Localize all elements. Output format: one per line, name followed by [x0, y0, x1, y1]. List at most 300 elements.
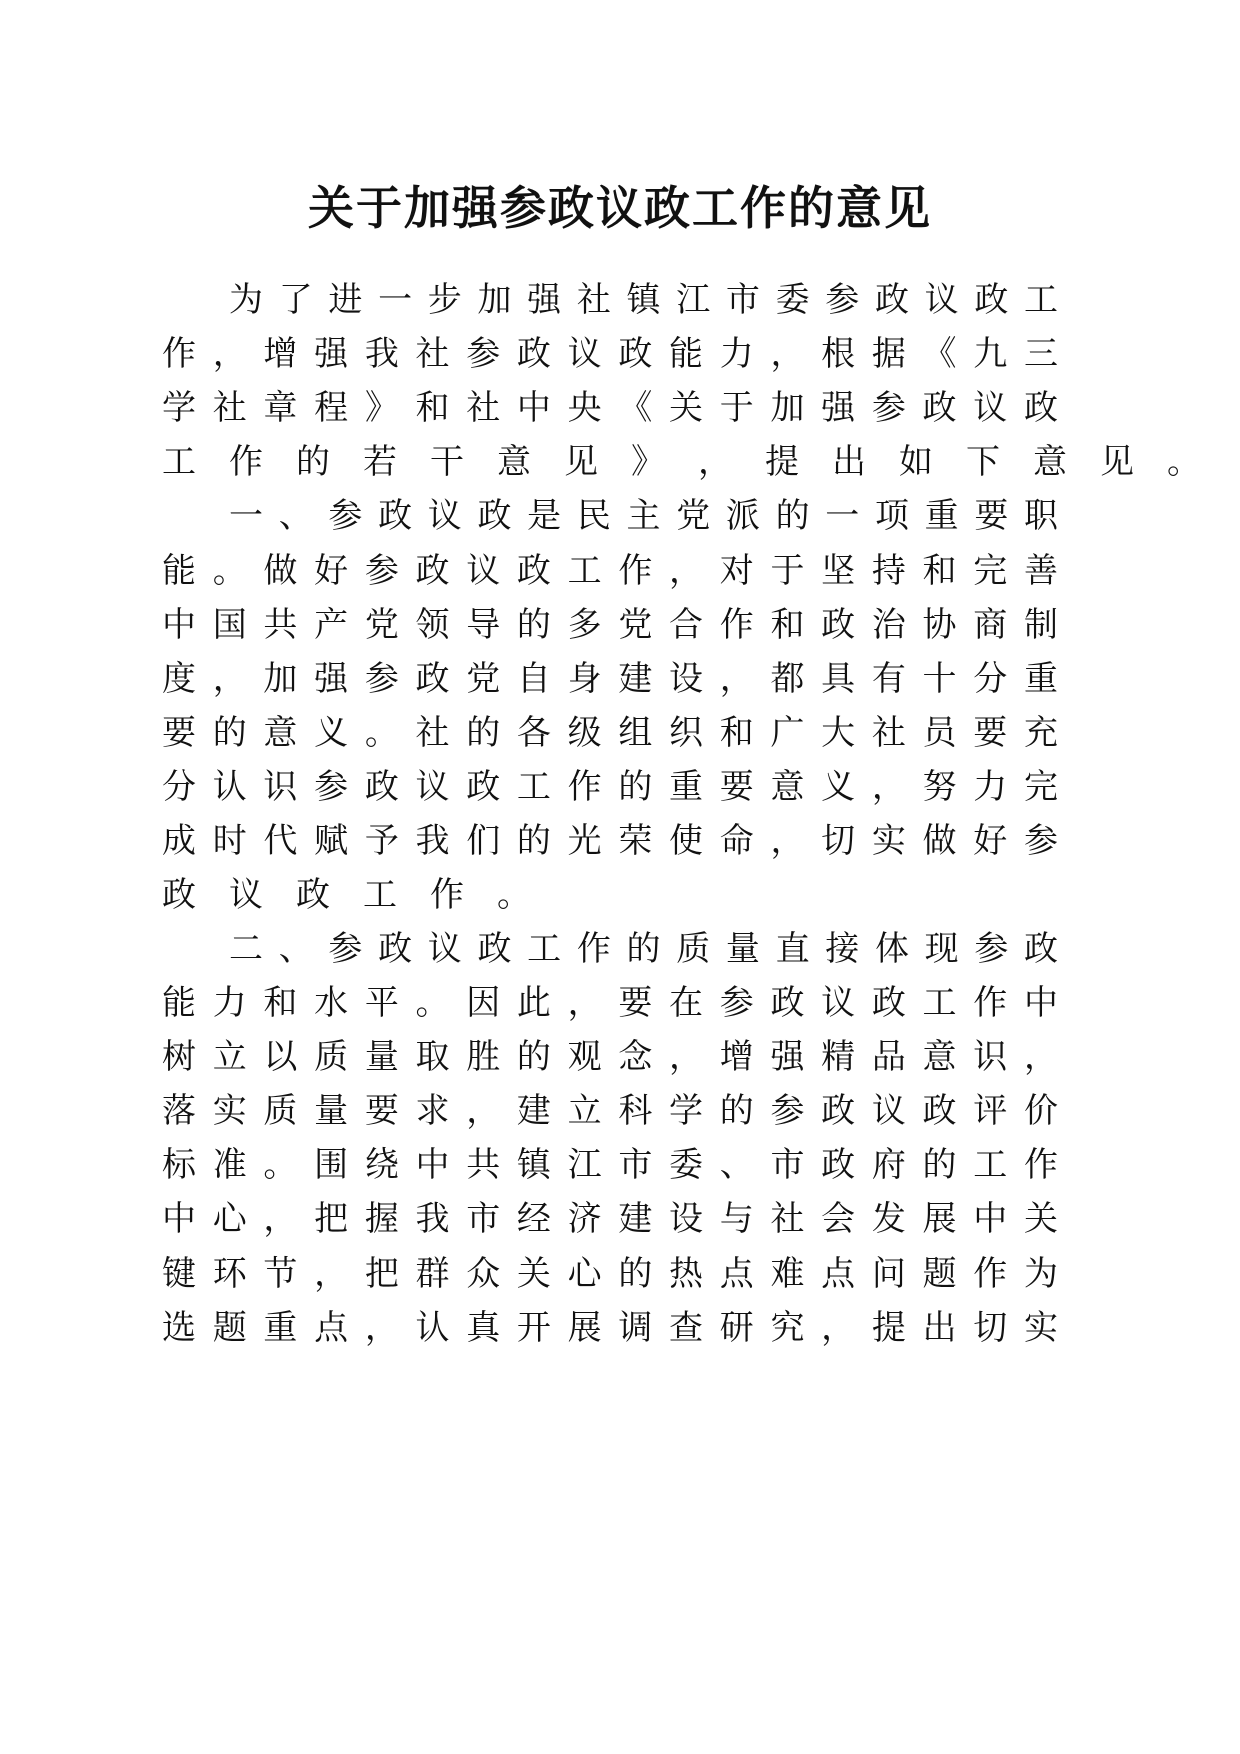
line-char: 社	[415, 713, 450, 753]
line-char: 政	[871, 983, 906, 1023]
line-char: 政	[364, 767, 399, 807]
line-char: 查	[669, 1308, 704, 1348]
line-char: 市	[770, 1145, 805, 1185]
line-char: 镇	[516, 1145, 551, 1185]
line-char: 强	[821, 388, 856, 428]
line-char: 我	[415, 821, 450, 861]
line-char: 力	[719, 334, 754, 374]
line-char: 各	[516, 713, 551, 753]
line-char: 认	[415, 1308, 450, 1348]
line-char: 难	[770, 1254, 805, 1294]
line-char: 据	[871, 334, 906, 374]
line-char: 济	[567, 1199, 602, 1239]
line-char: 质	[314, 1037, 349, 1077]
line-char: 完	[1023, 767, 1058, 807]
line-char: 的	[296, 442, 330, 482]
line-char: ，	[770, 334, 805, 374]
line-char: 政	[770, 983, 805, 1023]
line-char: 要	[618, 983, 653, 1023]
line-char: 持	[871, 551, 906, 591]
line-char: 好	[314, 551, 349, 591]
line-char: 量	[314, 1091, 349, 1131]
line-char: 会	[821, 1199, 856, 1239]
paragraph-line	[162, 811, 1058, 871]
line-char: 力	[212, 983, 247, 1023]
line-char: 对	[719, 551, 754, 591]
line-char: 导	[466, 605, 501, 645]
line-char: 能	[669, 334, 704, 374]
line-char: 充	[1023, 713, 1058, 753]
line-char: 成	[162, 821, 196, 861]
line-char: 观	[567, 1037, 602, 1077]
line-char: 民	[576, 496, 611, 536]
line-char: 和	[922, 551, 957, 591]
paragraph-line	[229, 270, 1058, 330]
line-char: 下	[966, 442, 1000, 482]
paragraph-line	[162, 973, 1058, 1033]
paragraph-line	[162, 378, 1058, 438]
line-char: 若	[363, 442, 397, 482]
line-char: 切	[821, 821, 856, 861]
line-char: 以	[263, 1037, 298, 1077]
line-char: 政	[477, 929, 512, 969]
line-char: 中	[415, 1145, 450, 1185]
line-char: 意	[263, 713, 298, 753]
line-char: 政	[821, 1091, 856, 1131]
paragraph-line	[162, 595, 1058, 655]
line-char: ，	[1023, 1037, 1058, 1077]
line-char: 央	[567, 388, 602, 428]
line-char: 强	[314, 659, 349, 699]
line-char: 工	[162, 442, 196, 482]
line-char: 作	[973, 1254, 1008, 1294]
line-char: 体	[874, 929, 909, 969]
paragraph-line	[162, 324, 1058, 384]
line-char: 参	[719, 983, 754, 1023]
line-char: 议	[427, 496, 462, 536]
line-char: ，	[212, 334, 247, 374]
line-char: 题	[212, 1308, 247, 1348]
line-char: 政	[922, 1091, 957, 1131]
line-char: 社	[576, 280, 611, 320]
line-char: 问	[871, 1254, 906, 1294]
line-char: 重	[1023, 659, 1058, 699]
line-char: 提	[765, 442, 799, 482]
line-char: 立	[212, 1037, 247, 1077]
line-char: 加	[263, 659, 298, 699]
line-char: 政	[415, 551, 450, 591]
line-char: 、	[719, 1145, 754, 1185]
line-char: 为	[1023, 1254, 1058, 1294]
line-char: 委	[669, 1145, 704, 1185]
line-char: 。	[263, 1145, 298, 1185]
line-char: 多	[567, 605, 602, 645]
line-char: 的	[618, 1254, 653, 1294]
line-char: 议	[427, 929, 462, 969]
line-char: 完	[973, 551, 1008, 591]
line-char: 胜	[466, 1037, 501, 1077]
line-char: 真	[466, 1308, 501, 1348]
line-char: 参	[364, 659, 399, 699]
line-char: 政	[466, 767, 501, 807]
line-char: 节	[263, 1254, 298, 1294]
line-char: 工	[1024, 280, 1058, 320]
line-char: 议	[924, 280, 959, 320]
line-char: 树	[162, 1037, 196, 1077]
line-char: 的	[466, 713, 501, 753]
line-char: 实	[1023, 1308, 1058, 1348]
line-char: 具	[821, 659, 856, 699]
line-char: 镇	[626, 280, 661, 320]
paragraph-line	[162, 1244, 1058, 1304]
paragraph-line	[162, 541, 1058, 601]
line-char: 的	[516, 605, 551, 645]
line-char: 政	[378, 496, 413, 536]
paragraph-line	[229, 919, 1058, 979]
line-char: 员	[922, 713, 957, 753]
line-char: 政	[618, 334, 653, 374]
line-char: 。	[497, 875, 531, 915]
line-char: 题	[922, 1254, 957, 1294]
line-char: 中	[162, 605, 196, 645]
line-char: 量	[725, 929, 760, 969]
line-char: 我	[364, 334, 399, 374]
paragraph-line	[162, 865, 1058, 925]
line-char: 议	[415, 767, 450, 807]
line-char: 社	[871, 713, 906, 753]
line-char: 识	[973, 1037, 1008, 1077]
line-char: 要	[364, 1091, 399, 1131]
line-char: ，	[314, 1254, 349, 1294]
line-char: 见	[564, 442, 598, 482]
line-char: 江	[567, 1145, 602, 1185]
line-char: 作	[1023, 1145, 1058, 1185]
line-char: 提	[871, 1308, 906, 1348]
line-char: 围	[314, 1145, 349, 1185]
line-char: 政	[974, 280, 1009, 320]
line-char: 。	[364, 713, 399, 753]
line-char: 参	[825, 280, 860, 320]
line-char: 直	[775, 929, 810, 969]
paragraph-line	[162, 1081, 1058, 1141]
line-char: 念	[618, 1037, 653, 1077]
line-char: 如	[899, 442, 933, 482]
line-char: 把	[364, 1254, 399, 1294]
line-char: 们	[466, 821, 501, 861]
line-char: 命	[719, 821, 754, 861]
line-char: 一	[378, 280, 413, 320]
line-char: 和	[263, 983, 298, 1023]
line-char: 二	[229, 929, 263, 969]
line-char: 力	[973, 767, 1008, 807]
line-char: 政	[1023, 388, 1058, 428]
line-char: 和	[719, 713, 754, 753]
line-char: 党	[676, 496, 711, 536]
line-char: 建	[618, 659, 653, 699]
line-char: 意	[770, 767, 805, 807]
line-char: 好	[973, 821, 1008, 861]
line-char: 、	[278, 496, 313, 536]
line-char: 坚	[821, 551, 856, 591]
line-char: 派	[725, 496, 760, 536]
line-char: 工	[363, 875, 397, 915]
line-char: 干	[430, 442, 464, 482]
line-char: 光	[567, 821, 602, 861]
line-char: 中	[973, 1199, 1008, 1239]
line-char: 作	[229, 442, 263, 482]
line-char: 的	[719, 1091, 754, 1131]
line-char: 是	[527, 496, 562, 536]
line-char: 政	[415, 659, 450, 699]
line-char: 意	[497, 442, 531, 482]
line-char: 中	[1023, 983, 1058, 1023]
line-char: 环	[212, 1254, 247, 1294]
line-char: 现	[924, 929, 959, 969]
line-char: 关	[516, 1254, 551, 1294]
line-char: 的	[922, 1145, 957, 1185]
line-char: ，	[212, 659, 247, 699]
line-char: 增	[263, 334, 298, 374]
line-char: 议	[466, 551, 501, 591]
line-char: 实	[212, 1091, 247, 1131]
line-char: 设	[669, 659, 704, 699]
paragraph-line	[162, 757, 1058, 817]
line-char: 绕	[364, 1145, 399, 1185]
line-char: 的	[618, 767, 653, 807]
line-char: 中	[162, 1199, 196, 1239]
line-char: 九	[973, 334, 1008, 374]
line-char: 主	[626, 496, 661, 536]
line-char: 社	[466, 388, 501, 428]
line-char: 中	[516, 388, 551, 428]
line-char: 一	[825, 496, 860, 536]
line-char: ，	[770, 821, 805, 861]
line-char: 点	[314, 1308, 349, 1348]
line-char: 政	[874, 280, 909, 320]
line-char: 工	[527, 929, 562, 969]
line-char: 章	[263, 388, 298, 428]
line-char: 都	[770, 659, 805, 699]
paragraph-line	[229, 486, 1058, 546]
line-char: 学	[162, 388, 196, 428]
line-char: 开	[516, 1308, 551, 1348]
line-char: 努	[922, 767, 957, 807]
line-char: 调	[618, 1308, 653, 1348]
line-char: 政	[516, 551, 551, 591]
line-char: 评	[973, 1091, 1008, 1131]
line-char: 做	[922, 821, 957, 861]
line-char: 加	[770, 388, 805, 428]
line-char: 政	[516, 334, 551, 374]
line-char: 程	[314, 388, 349, 428]
line-char: 作	[162, 334, 196, 374]
line-char: 市	[725, 280, 760, 320]
paragraph-line	[162, 1189, 1058, 1249]
line-char: 展	[922, 1199, 957, 1239]
line-char: 平	[364, 983, 399, 1023]
line-char: 领	[415, 605, 450, 645]
line-char: 政	[378, 929, 413, 969]
line-char: 我	[415, 1199, 450, 1239]
line-char: 职	[1024, 496, 1058, 536]
line-char: 作	[719, 605, 754, 645]
line-char: 议	[821, 983, 856, 1023]
line-char: 。	[212, 551, 247, 591]
line-char: 落	[162, 1091, 196, 1131]
paragraph-line	[162, 1027, 1058, 1087]
line-char: 参	[328, 496, 363, 536]
line-char: 政	[1024, 929, 1058, 969]
line-char: 善	[1023, 551, 1058, 591]
line-char: 工	[567, 551, 602, 591]
line-char: 质	[676, 929, 711, 969]
line-char: 点	[719, 1254, 754, 1294]
line-char: 十	[922, 659, 957, 699]
line-char: 心	[567, 1254, 602, 1294]
line-char: ，	[821, 1308, 856, 1348]
line-char: 立	[567, 1091, 602, 1131]
line-char: 代	[263, 821, 298, 861]
line-char: 合	[669, 605, 704, 645]
line-char: 学	[669, 1091, 704, 1131]
line-char: 出	[832, 442, 866, 482]
line-char: 要	[973, 713, 1008, 753]
line-char: 此	[516, 983, 551, 1023]
line-char: 和	[415, 388, 450, 428]
line-char: 根	[821, 334, 856, 374]
line-char: 党	[364, 605, 399, 645]
line-char: 见	[1100, 442, 1134, 482]
line-char: 能	[162, 551, 196, 591]
line-char: 议	[567, 334, 602, 374]
line-char: 科	[618, 1091, 653, 1131]
line-char: 质	[263, 1091, 298, 1131]
line-char: 义	[821, 767, 856, 807]
line-char: 为	[229, 280, 263, 320]
line-char: ，	[719, 659, 754, 699]
line-char: 准	[212, 1145, 247, 1185]
line-char: 取	[415, 1037, 450, 1077]
line-char: 重	[669, 767, 704, 807]
line-char: 品	[871, 1037, 906, 1077]
line-char: 设	[669, 1199, 704, 1239]
line-char: 作	[973, 983, 1008, 1023]
line-char: 制	[1023, 605, 1058, 645]
line-char: 发	[871, 1199, 906, 1239]
paragraph-line	[162, 1135, 1058, 1195]
line-char: 关	[1023, 1199, 1058, 1239]
line-char: 要	[162, 713, 196, 753]
line-char: 参	[364, 551, 399, 591]
paragraph-line	[162, 649, 1058, 709]
line-char: 切	[973, 1308, 1008, 1348]
line-char: 有	[871, 659, 906, 699]
line-char: 》	[631, 442, 665, 482]
line-char: 标	[162, 1145, 196, 1185]
line-char: ，	[698, 442, 732, 482]
paragraph-line	[162, 432, 1201, 492]
line-char: 加	[477, 280, 512, 320]
line-char: 赋	[314, 821, 349, 861]
line-char: 研	[719, 1308, 754, 1348]
line-char: 心	[212, 1199, 247, 1239]
line-char: 项	[874, 496, 909, 536]
line-char: 群	[415, 1254, 450, 1294]
line-char: 的	[775, 496, 810, 536]
line-char: 与	[719, 1199, 754, 1239]
line-char: 做	[263, 551, 298, 591]
line-char: 参	[770, 1091, 805, 1131]
line-char: ，	[567, 983, 602, 1023]
line-char: 因	[466, 983, 501, 1023]
paragraph-line	[162, 703, 1058, 763]
line-char: 能	[162, 983, 196, 1023]
line-char: 市	[466, 1199, 501, 1239]
line-char: 热	[669, 1254, 704, 1294]
line-char: 议	[871, 1091, 906, 1131]
line-char: 。	[1167, 442, 1201, 482]
line-char: 作	[576, 929, 611, 969]
line-char: 使	[669, 821, 704, 861]
line-char: 政	[296, 875, 330, 915]
line-char: 协	[922, 605, 957, 645]
line-char: 参	[871, 388, 906, 428]
line-char: 治	[871, 605, 906, 645]
line-char: 参	[314, 767, 349, 807]
line-char: 建	[516, 1091, 551, 1131]
line-char: 作	[567, 767, 602, 807]
line-char: 认	[212, 767, 247, 807]
line-char: 《	[618, 388, 653, 428]
line-char: 水	[314, 983, 349, 1023]
line-char: 商	[973, 605, 1008, 645]
line-char: 义	[314, 713, 349, 753]
line-char: 政	[922, 388, 957, 428]
line-char: 参	[328, 929, 363, 969]
line-char: 强	[770, 1037, 805, 1077]
line-char: 大	[821, 713, 856, 753]
line-char: 意	[922, 1037, 957, 1077]
line-char: 予	[364, 821, 399, 861]
line-char: ，	[466, 1091, 501, 1131]
line-char: 于	[719, 388, 754, 428]
line-char: 时	[212, 821, 247, 861]
line-char: 的	[626, 929, 661, 969]
line-char: 国	[212, 605, 247, 645]
line-char: 政	[477, 496, 512, 536]
line-char: 参	[466, 334, 501, 374]
line-char: 共	[263, 605, 298, 645]
line-char: 建	[618, 1199, 653, 1239]
line-char: 于	[770, 551, 805, 591]
line-char: 分	[973, 659, 1008, 699]
line-char: 点	[821, 1254, 856, 1294]
line-char: 展	[567, 1308, 602, 1348]
line-char: 社	[415, 334, 450, 374]
line-char: 的	[516, 821, 551, 861]
line-char: 求	[415, 1091, 450, 1131]
line-char: 《	[922, 334, 957, 374]
line-char: 步	[427, 280, 462, 320]
line-char: 市	[618, 1145, 653, 1185]
line-char: ，	[364, 1308, 399, 1348]
line-char: 工	[516, 767, 551, 807]
line-char: 识	[263, 767, 298, 807]
line-char: 织	[669, 713, 704, 753]
line-char: 组	[618, 713, 653, 753]
line-char: 的	[212, 713, 247, 753]
line-char: 要	[719, 767, 754, 807]
